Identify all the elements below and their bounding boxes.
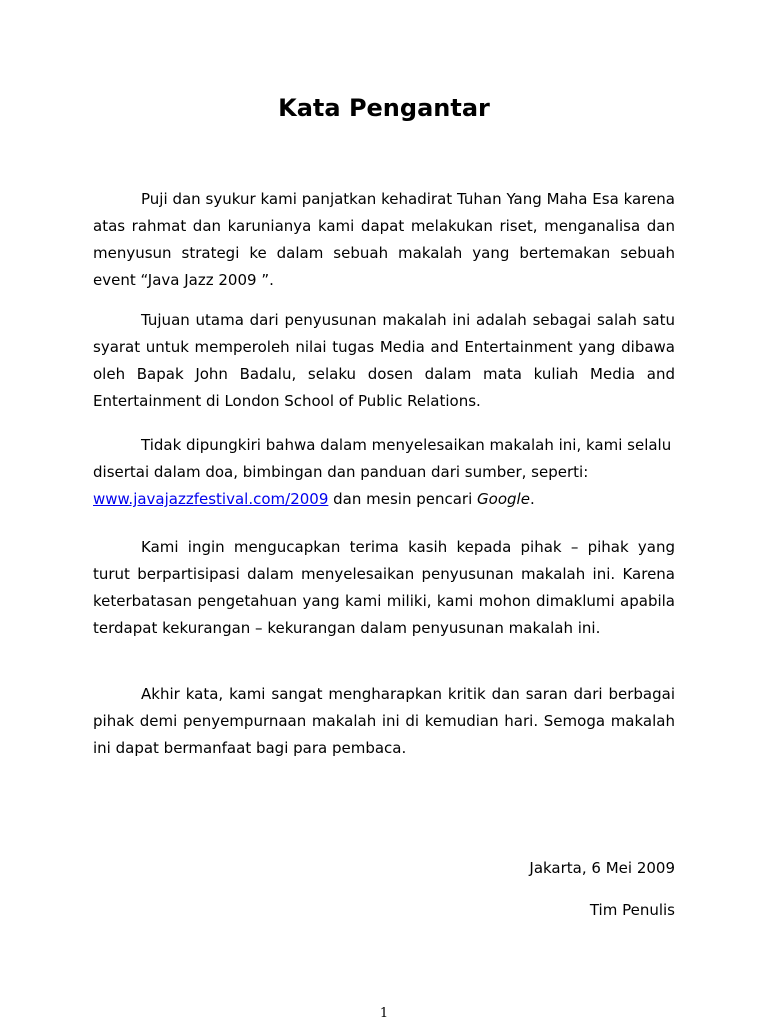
paragraph-sources — [93, 432, 675, 513]
paragraph-text: Tujuan utama dari penyusunan makalah ini adalah sebagai salah satu syarat untuk memperoleh nilai tugas Media and Entertainment yang dibawa oleh Bapak John Badalu, selaku dosen dalam mata kuliah Media and Entertainment di London School of Public Relations. — [93, 311, 675, 410]
paragraph-text: dan mesin pencari — [328, 490, 478, 508]
page-title: Kata Pengantar — [278, 94, 490, 122]
paragraph-text: Akhir kata, kami sangat mengharapkan kritik dan saran dari berbagai pihak demi penyempurnaan makalah ini di kemudian hari. Semoga makalah ini dapat bermanfaat bagi para pembaca. — [93, 685, 675, 757]
paragraph-text: Kami ingin mengucapkan terima kasih kepada pihak – pihak yang turut berpartisipasi dalam menyelesaikan penyusunan makalah ini. Karena keterbatasan pengetahuan yang kami miliki, kami mohon dimaklumi apabila terdapat kekurangan – kekurangan dalam penyusunan makalah ini. — [93, 538, 675, 637]
javajazz-website-link[interactable]: www.javajazzfestival.com/2009 — [93, 490, 329, 508]
paragraph-text: . — [529, 490, 535, 508]
google-emphasis: Google — [477, 490, 530, 508]
signature-author: Tim Penulis — [589, 901, 675, 919]
paragraph-closing — [93, 681, 675, 762]
paragraph-opening — [93, 186, 675, 294]
paragraph-thanks — [93, 534, 675, 642]
paragraph-text: Puji dan syukur kami panjatkan kehadirat Tuhan Yang Maha Esa karena atas rahmat dan karunianya kami dapat melakukan riset, menganalisa dan menyusun strategi ke dalam sebuah makalah yang bertemakan sebuah event “Java Jazz 2009 ”. — [93, 190, 675, 289]
signature-place-date: Jakarta, 6 Mei 2009 — [529, 859, 675, 877]
paragraph-text: Tidak dipungkiri bahwa dalam menyelesaikan makalah ini, kami selalu disertai dalam doa, bimbingan dan panduan dari sumber, seperti: — [93, 436, 672, 481]
page-number: 1 — [379, 1006, 389, 1021]
paragraph-purpose — [93, 307, 675, 415]
